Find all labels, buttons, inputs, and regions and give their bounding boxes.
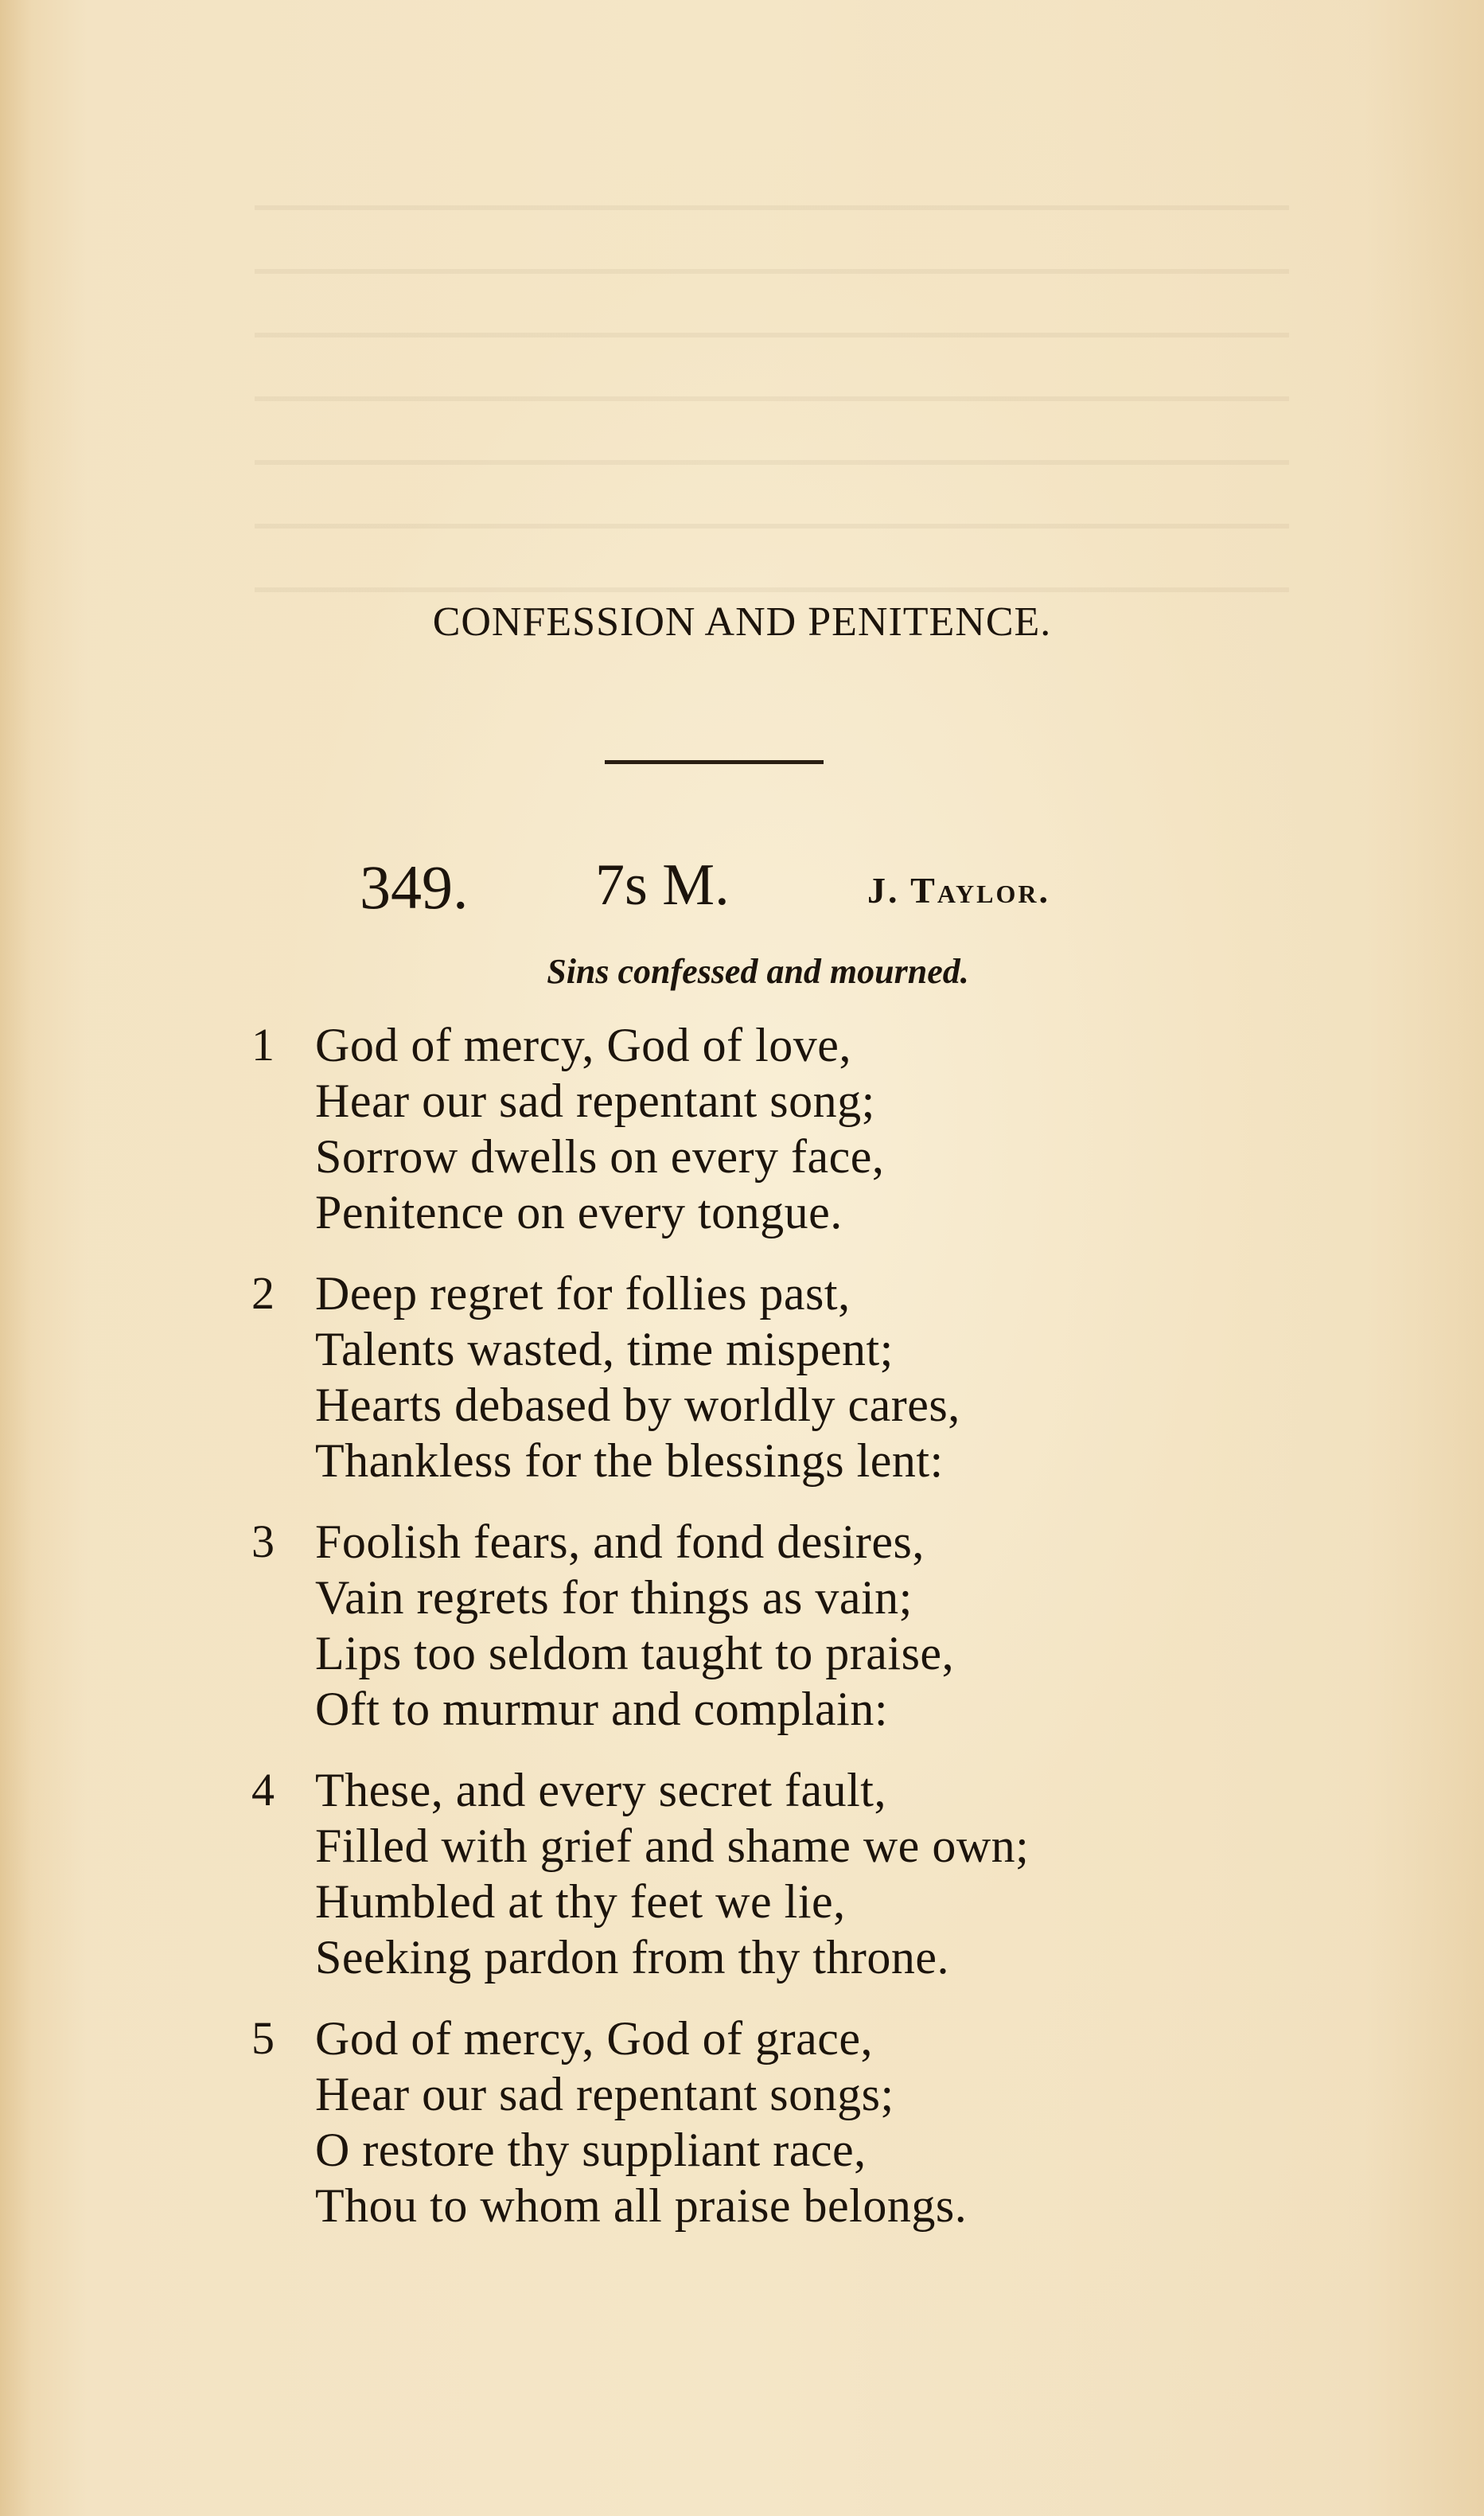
verse-line: Penitence on every tongue. <box>315 1186 843 1238</box>
verse-line: Thankless for the blessings lent: <box>315 1434 944 1487</box>
stanza-number: 5 <box>251 2012 275 2064</box>
verse-line: These, and every secret fault, <box>315 1764 886 1816</box>
verse-line: Hear our sad repentant song; <box>315 1075 875 1127</box>
verse-line: O restore thy suppliant race, <box>315 2124 867 2176</box>
hymn-subtitle: Sins confessed and mourned. <box>547 952 969 991</box>
verse-line: Vain regrets for things as vain; <box>315 1571 913 1624</box>
verse-line: Humbled at thy feet we lie, <box>315 1875 846 1928</box>
verse-line: Oft to murmur and complain: <box>315 1683 889 1735</box>
running-head: CONFESSION AND PENITENCE. <box>432 599 1052 645</box>
stanza-list <box>251 1017 1206 2259</box>
bleed-through-texture <box>255 159 1289 637</box>
stanza <box>251 1514 1206 1762</box>
stanza <box>251 1266 1206 1514</box>
stanza <box>251 1762 1206 2011</box>
stanza <box>251 2011 1206 2259</box>
verse-line: Foolish fears, and fond desires, <box>315 1515 925 1568</box>
verse-line: Sorrow dwells on every face, <box>315 1130 885 1183</box>
hymn-meter: 7s M. <box>595 852 730 918</box>
verse-line: Thou to whom all praise belongs. <box>315 2179 968 2232</box>
verse-line: Talents wasted, time mispent; <box>315 1323 894 1375</box>
verse-line: Lips too seldom taught to praise, <box>315 1627 955 1679</box>
verse-line: Deep regret for follies past, <box>315 1267 851 1320</box>
verse-line: Hear our sad repentant songs; <box>315 2068 894 2120</box>
stanza <box>251 1017 1206 1266</box>
verse-line: Seeking pardon from thy throne. <box>315 1931 949 1984</box>
verse-line: Filled with grief and shame we own; <box>315 1820 1030 1872</box>
stanza-number: 2 <box>251 1267 275 1319</box>
hymn-author: J. Taylor. <box>867 870 1050 911</box>
stanza-number: 3 <box>251 1515 275 1567</box>
stanza-number: 4 <box>251 1764 275 1816</box>
verse-line: God of mercy, God of love, <box>315 1019 851 1071</box>
hymn-number: 349. <box>360 852 469 922</box>
verse-line: God of mercy, God of grace, <box>315 2012 874 2065</box>
stanza-number: 1 <box>251 1019 275 1071</box>
verse-line: Hearts debased by worldly cares, <box>315 1379 960 1431</box>
section-rule <box>605 760 824 764</box>
